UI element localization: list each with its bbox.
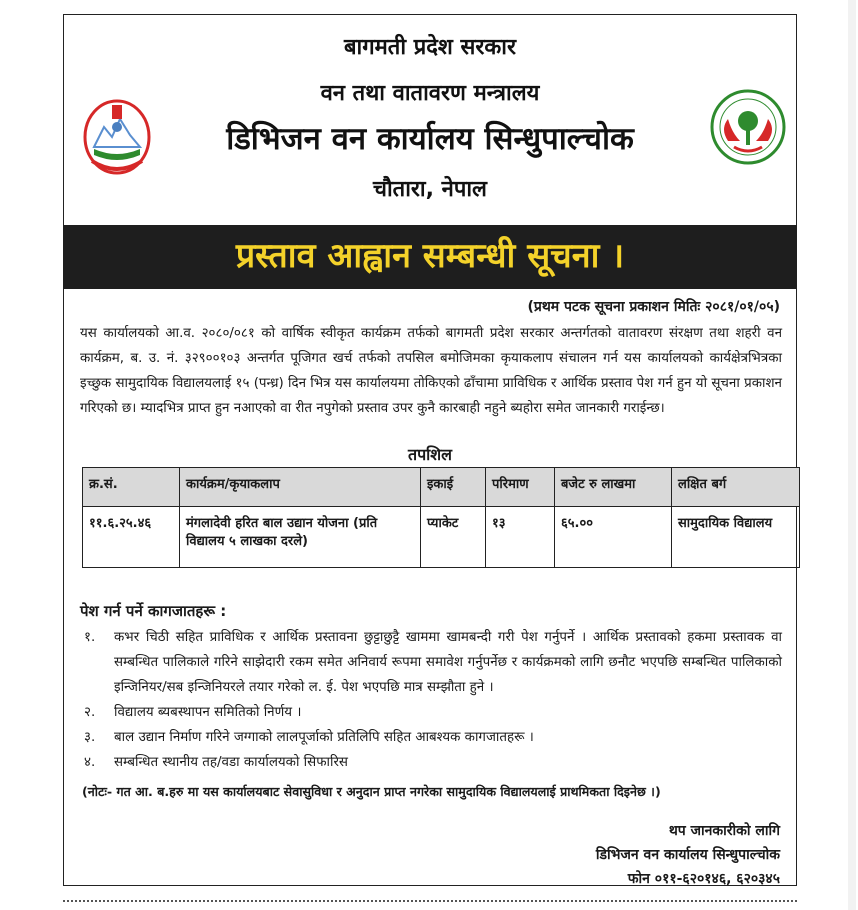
details-table [82, 467, 800, 568]
cell-quantity: १३ [486, 507, 555, 568]
col-budget: बजेट रु लाखमा [555, 468, 672, 507]
list-item-number: १. [84, 630, 96, 645]
list-item [84, 725, 782, 750]
cell-code: ११.६.२५.४६ [83, 507, 180, 568]
cell-budget: ६५.०० [555, 507, 672, 568]
header-province: बागमती प्रदेश सरकार [344, 35, 516, 60]
list-item-number: ४. [84, 755, 96, 770]
footer-office: डिभिजन वन कार्यालय सिन्धुपाल्चोक [595, 847, 780, 863]
list-item [84, 625, 782, 700]
list-item [84, 750, 782, 775]
footer-phone: फोन ०११-६२०१४६, ६२०३४५ [627, 871, 780, 887]
list-item-number: २. [84, 705, 96, 720]
col-unit: इकाई [421, 468, 486, 507]
col-target: लक्षित बर्ग [672, 468, 800, 507]
page-edge [848, 0, 856, 910]
notice-banner [63, 225, 797, 289]
documents-heading: पेश गर्न पर्ने कागजातहरू : [80, 602, 227, 620]
intro-paragraph: यस कार्यालयको आ.व. २०८०/०८१ को वार्षिक स्वीकृत कार्यक्रम तर्फको बागमती प्रदेश सरकार अन्तर्गतको वातावरण संरक्षण तथा शहरी वन कार्यक्रम, ब. उ. नं. ३२९००१०३ अन्तर्गत पूजिगत खर्च तर्फको तपसिल बमोजिमका कृयाकलाप संचालन गर्न यस कार्यालयको कार्यक्षेत्रभित्रका इच्छुक सामुदायिक विद्यालयलाई १५ (पन्ध्र) दिन भित्र यस कार्यालयमा तोकिएको ढाँचामा प्राविधिक र आर्थिक प्रस्ताव पेश गर्न हुन यो सूचना प्रकाशन गरिएको छ। म्यादभित्र प्राप्त हुन नआएको वा रीत नपुगेको प्रस्ताव उपर कुनै कारबाही नहुने ब्यहोरा समेत जानकारी गराईन्छ। [80, 326, 782, 416]
col-quantity: परिमाण [486, 468, 555, 507]
list-item [84, 700, 782, 725]
list-item-text: कभर चिठी सहित प्राविधिक र आर्थिक प्रस्तावना छुट्टाछुट्टै खाममा खामबन्दी गरी पेश गर्नुपर्ने । आर्थिक प्रस्तावको हकमा प्रस्तावक वा सम्बन्धित पालिकाले गरिने साझेदारी रकम समेत अनिवार्य रूपमा समावेश गर्नुपर्नेछ र कार्यक्रमको लागि छनौट भएपछि सम्बन्धित पालिकाको इन्जिनियर/सब इन्जिनियरले तयार गरेको ल. ई. पेश भएपछि मात्र सम्झौता हुने । [114, 630, 782, 695]
forest-department-logo-icon [710, 89, 786, 165]
list-item-text: सम्बन्धित स्थानीय तह/वडा कार्यालयको सिफारिस [114, 755, 348, 770]
list-item-number: ३. [84, 730, 96, 745]
cell-target: सामुदायिक विद्यालय [672, 507, 800, 568]
priority-note: (नोटः- गत आ. ब.हरु मा यस कार्यालयबाट सेवासुविधा र अनुदान प्राप्त नगरेका सामुदायिक विद्यालयलाई प्राथमिकता दिइनेछ ।) [82, 784, 661, 799]
dotted-divider [63, 900, 797, 902]
notice-frame [63, 14, 797, 886]
table-caption: तपशिल [407, 445, 453, 464]
list-item-text: बाल उद्यान निर्माण गरिने जग्गाको लालपूर्जाको प्रतिलिपि सहित आबश्यक कागजातहरू । [114, 730, 534, 745]
header-office: डिभिजन वन कार्यालय सिन्धुपाल्चोक [226, 121, 634, 157]
header-ministry: वन तथा वातावरण मन्त्रालय [320, 81, 540, 106]
documents-list [84, 625, 782, 775]
publication-date: (प्रथम पटक सूचना प्रकाशन मितिः २०८१/०१/०५) [527, 299, 780, 315]
header-location: चौतारा, नेपाल [373, 177, 487, 202]
list-item-text: विद्यालय ब्यबस्थापन समितिको निर्णय । [114, 705, 302, 720]
col-activity: कार्यक्रम/कृयाकलाप [180, 468, 421, 507]
col-serial: क्र.सं. [83, 468, 180, 507]
cell-unit: प्याकेट [421, 507, 486, 568]
nepal-government-emblem-icon [82, 97, 152, 175]
table-row [83, 507, 800, 568]
banner-title: प्रस्ताव आह्वान सम्बन्धी सूचना । [235, 236, 625, 276]
cell-activity: मंगलादेवी हरित बाल उद्यान योजना (प्रति विद्यालय ५ लाखका दरले) [180, 507, 421, 568]
footer-info-label: थप जानकारीको लागि [668, 823, 780, 839]
table-header-row [83, 468, 800, 507]
